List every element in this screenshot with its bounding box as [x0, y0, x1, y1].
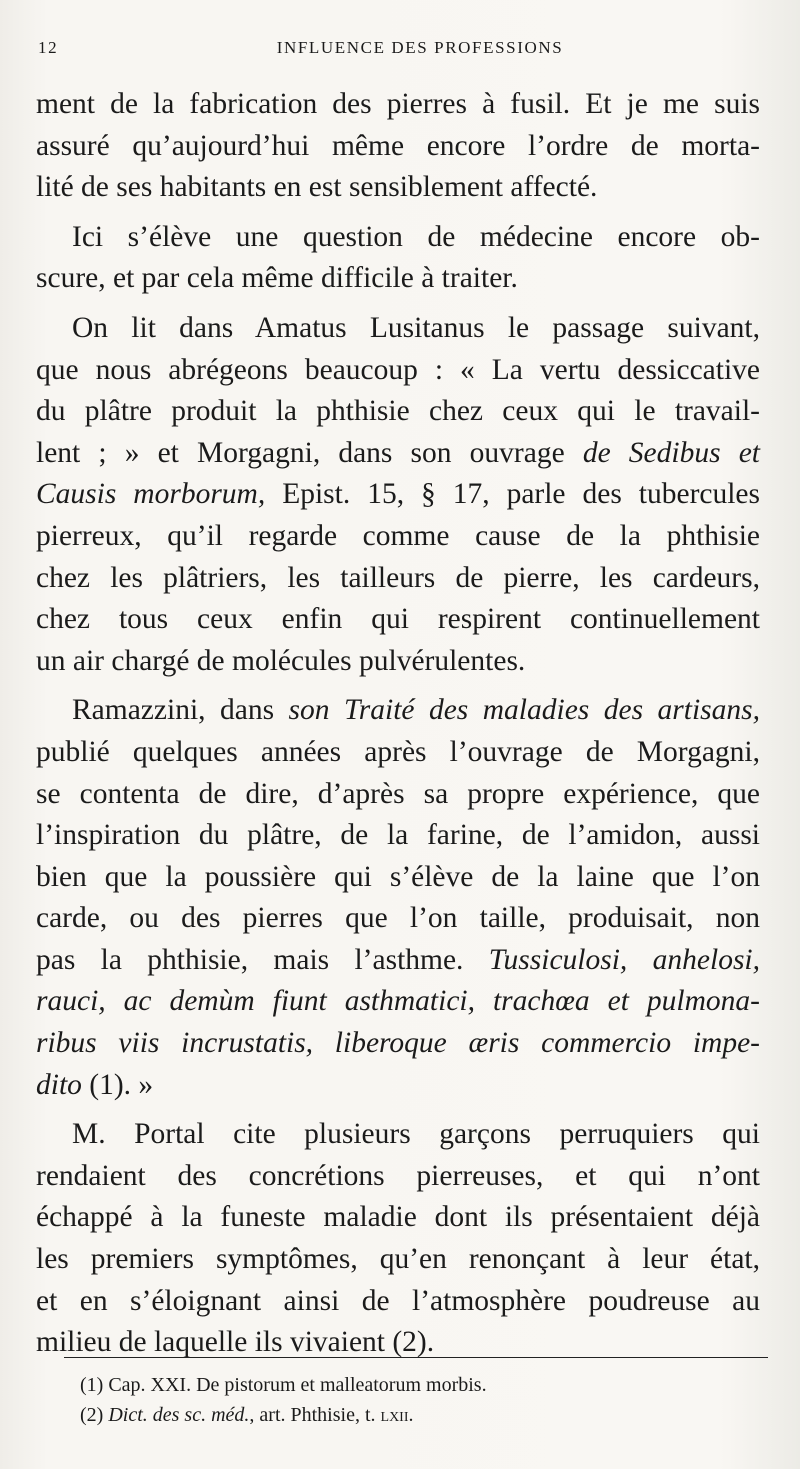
text-line: assuré qu’aujourd’hui même encore l’ordre de morta-	[36, 129, 760, 162]
text-line: rendaient des concrétions pierreuses, et qui n’ont	[36, 1159, 760, 1192]
text-line	[36, 1065, 760, 1107]
text-span: (1). »	[81, 1068, 154, 1101]
text-line: que nous abrégeons beaucoup : « La vertu dessiccative	[36, 353, 760, 386]
text-line	[36, 940, 760, 982]
text-line: du plâtre produit la phthisie chez ceux qui le travail-	[36, 395, 760, 428]
page-number: 12	[38, 38, 59, 57]
text-line	[36, 1023, 760, 1065]
text-line: ment de la fabrication des pierres à fusil. Et je me suis	[36, 88, 760, 120]
text-line	[36, 474, 760, 516]
footnote-source: Dict. des sc. méd.	[108, 1404, 250, 1426]
text-line	[36, 981, 760, 1023]
paragraph	[36, 217, 760, 300]
text-line: les premiers symptômes, qu’en renonçant à leur état,	[36, 1243, 760, 1276]
paragraph	[36, 84, 760, 209]
italic-title: son Traité des maladies des artisans,	[288, 694, 760, 727]
text-line: bien que la poussière qui s’élève de la laine que l’on	[36, 860, 760, 893]
text-line: un air chargé de molécules pulvérulentes.	[36, 644, 526, 677]
paragraph	[36, 308, 760, 682]
text-line: scure, et par cela même difficile à traiter.	[36, 262, 518, 295]
text-line: publié quelques années après l’ouvrage de Morgagni,	[36, 735, 760, 768]
footnote-2	[64, 1400, 768, 1430]
paragraph	[36, 690, 760, 1106]
italic-title: Causis morborum,	[36, 478, 266, 511]
body-text	[36, 84, 760, 1364]
text-line: chez les plâtriers, les tailleurs de pierre, les cardeurs,	[36, 561, 760, 594]
latin-quote: dito	[36, 1068, 82, 1101]
text-span: Ramazzini, dans	[72, 694, 289, 727]
footnote-number: (2)	[80, 1404, 109, 1426]
text-line: On lit dans Amatus Lusitanus le passage suivant,	[72, 311, 760, 344]
text-line	[36, 433, 760, 475]
text-line: chez tous ceux enfin qui respirent continuellement	[36, 603, 760, 636]
running-title: INFLUENCE DES PROFESSIONS	[276, 38, 564, 57]
text-line: l’inspiration du plâtre, de la farine, de l’amidon, aussi	[36, 819, 760, 852]
paragraph	[36, 1114, 760, 1364]
text-span: lent ; » et Morgagni, dans son ouvrage	[36, 436, 583, 469]
running-header	[36, 38, 764, 62]
text-span: Epist. 15, § 17, parle des tubercules	[265, 478, 761, 511]
latin-quote: rauci, ac demùm fiunt asthmatici, trachœa et pulmona-	[36, 985, 760, 1018]
text-line: pierreux, qu’il regarde comme cause de la phthisie	[36, 519, 760, 552]
text-line: Ici s’élève une question de médecine encore ob-	[72, 220, 760, 253]
text-line: et en s’éloignant ainsi de l’atmosphère poudreuse au	[36, 1284, 760, 1317]
text-line: carde, ou des pierres que l’on taille, produisait, non	[36, 902, 760, 935]
text-line: lité de ses habitants en est sensiblement affecté.	[36, 171, 598, 204]
text-span: pas la phthisie, mais l’asthme.	[36, 943, 489, 976]
text-line: se contenta de dire, d’après sa propre expérience, que	[36, 777, 760, 810]
latin-quote: ribus viis incrustatis, liberoque æris commercio impe-	[36, 1027, 760, 1060]
text-line: M. Portal cite plusieurs garçons perruquiers qui	[72, 1118, 760, 1151]
text-line: échappé à la funeste maladie dont ils présentaient déjà	[36, 1201, 760, 1234]
text-line	[36, 690, 760, 732]
italic-title: de Sedibus et	[582, 436, 760, 469]
latin-quote: Tussiculosi, anhelosi,	[488, 943, 760, 976]
footnote-text: , art. Phthisie, t.	[249, 1404, 381, 1426]
footnote-1: (1) Cap. XXI. De pistorum et malleatorum morbis.	[80, 1374, 487, 1396]
footnote-volume: lxii.	[380, 1404, 414, 1426]
footnotes	[64, 1357, 768, 1430]
text-line: milieu de laquelle ils vivaient (2).	[36, 1326, 435, 1359]
